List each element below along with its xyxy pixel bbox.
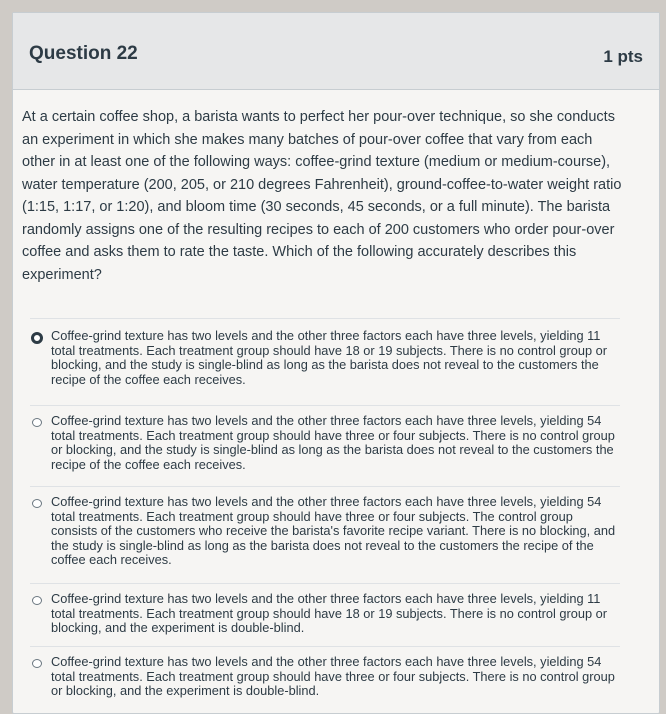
answer-text: Coffee-grind texture has two levels and the other three factors each have three levels, yielding 11 total treatments. Each treatment group should have 18 or 19 subjects. There is no control group or blocking, and the experiment is double-blind.	[51, 591, 608, 636]
answer-option-1[interactable]	[30, 318, 620, 401]
answer-option-5[interactable]	[30, 646, 620, 707]
question-header	[13, 13, 659, 90]
radio-button-icon[interactable]	[32, 596, 42, 605]
radio-button-icon[interactable]	[31, 332, 43, 344]
question-title: Question 22	[29, 43, 138, 64]
answer-option-4[interactable]	[30, 583, 620, 644]
radio-button-icon[interactable]	[32, 418, 42, 427]
answer-text: Coffee-grind texture has two levels and the other three factors each have three levels, yielding 54 total treatments. Each treatment group should have three or four subjects. The control group consists of the customers who receive the barista's favorite recipe variant. There is no blocking, and the study is single-blind as long as the barista does not reveal to the customers the recipe of the coffee each receives.	[51, 494, 616, 568]
answer-text: Coffee-grind texture has two levels and the other three factors each have three levels, yielding 11 total treatments. Each treatment group should have 18 or 19 subjects. There is no control group or blocking, and the study is single-blind as long as the barista does not reveal to the customers the recipe of the coffee each receives.	[51, 328, 608, 387]
radio-button-icon[interactable]	[32, 659, 42, 668]
answer-option-2[interactable]	[30, 405, 620, 482]
answer-text: Coffee-grind texture has two levels and the other three factors each have three levels, yielding 54 total treatments. Each treatment group should have three or four subjects. There is no control group or blocking, and the experiment is double-blind.	[51, 654, 615, 699]
answer-text: Coffee-grind texture has two levels and the other three factors each have three levels, yielding 54 total treatments. Each treatment group should have three or four subjects. There is no control group or blocking, and the study is single-blind as long as the barista does not reveal to the customers the recipe of the coffee each receives.	[51, 413, 615, 472]
radio-button-icon[interactable]	[32, 499, 42, 508]
answer-option-3[interactable]	[30, 486, 620, 579]
question-stem: At a certain coffee shop, a barista wants to perfect her pour-over technique, so she conducts an experiment in which she makes many batches of pour-over coffee that vary from each other in at least one of the following ways: coffee-grind texture (medium or medium-course), water temperature (200, 205, or 210 degrees Fahrenheit), ground-coffee-to-water weight ratio (1:15, 1:17, or 1:20), and bloom time (30 seconds, 45 seconds, or a full minute). The barista randomly assigns one of the resulting recipes to each of 200 customers who order pour-over coffee and asks them to rate the taste. Which of the following accurately describes this experiment?	[22, 109, 622, 283]
question-points: 1 pts	[603, 47, 643, 66]
answer-list	[30, 318, 620, 707]
